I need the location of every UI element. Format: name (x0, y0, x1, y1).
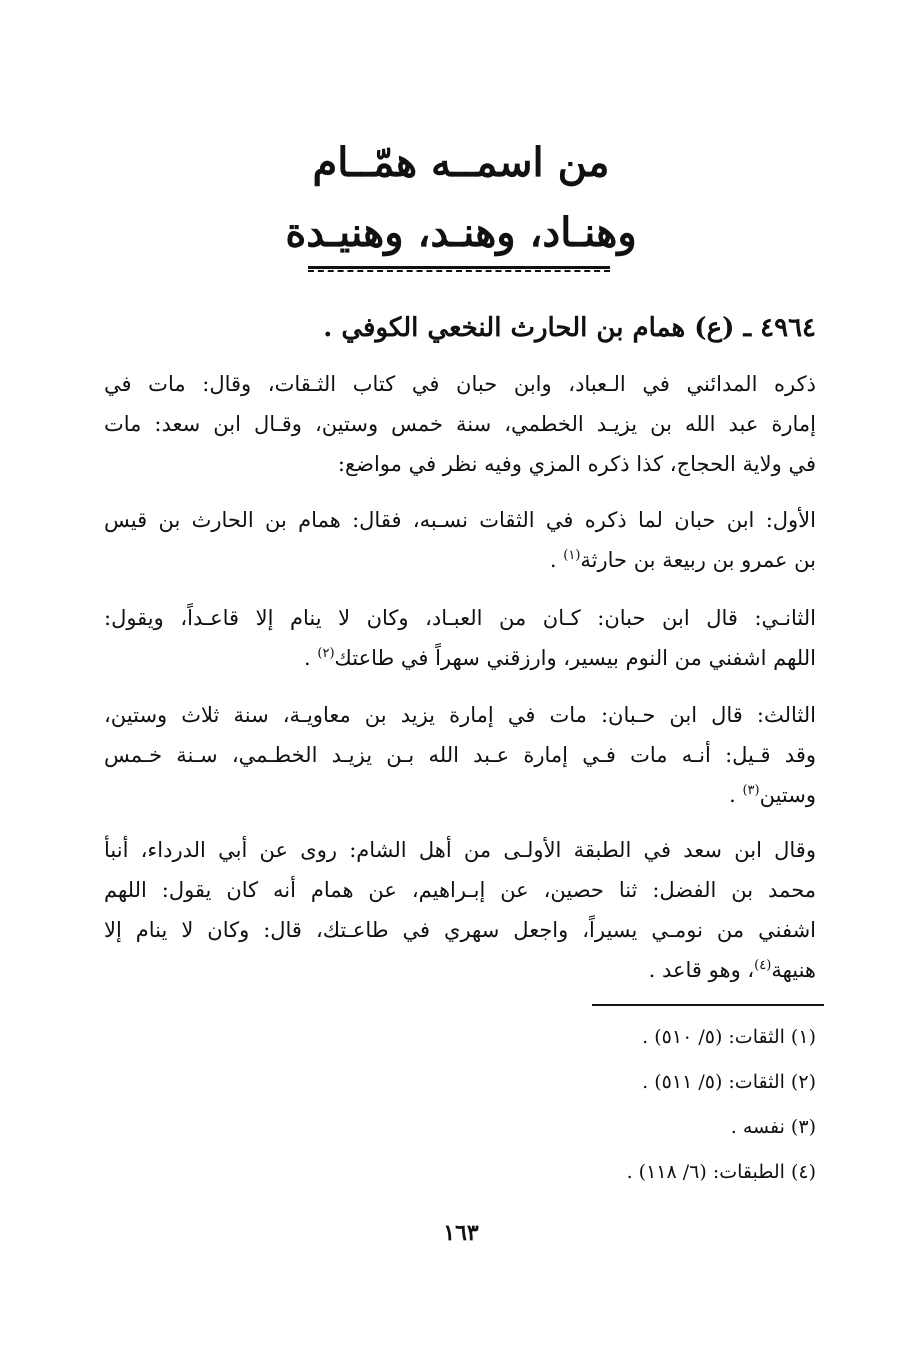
text-line: ذكره المدائني في الـعباد، وابن حبان في كتاب الثـقات، وقال: مات في (104, 372, 816, 396)
heading-divider (308, 266, 610, 272)
text-line: اشفني من نومـي يسيراً، واجعل سهري في طاعـتك، قال: وكان لا ينام إلا (104, 918, 816, 942)
line-tail: ، وهو قاعد . (648, 958, 755, 982)
chapter-heading: من اسمــه همّــام (312, 139, 610, 186)
text-line: وستين (759, 783, 816, 807)
line-tail: . (549, 548, 564, 572)
paragraph-2 (104, 500, 816, 580)
footnote-ref[interactable]: (١) (563, 548, 581, 563)
footnote-ref[interactable]: (٢) (317, 646, 335, 661)
chapter-subheading: وهنـاد، وهنـد، وهنيـدة (285, 209, 637, 256)
footnote-2: (٢) الثقات: (٥/ ٥١١) . (642, 1071, 816, 1093)
text-line-with-note (104, 638, 816, 678)
paragraph-5 (104, 830, 816, 990)
page-number: ١٦٣ (443, 1220, 479, 1246)
line-tail: . (729, 783, 743, 807)
footnote-divider (592, 1004, 824, 1006)
text-line: الثانـي: قال ابن حبان: كـان من العبـاد، وكان لا ينام إلا قاعـداً، ويقول: (104, 606, 816, 630)
text-line: وقد قـيل: أنـه مات فـي إمارة عـبد الله بـن يزيـد الخطـمي، سـنة خـمس (104, 743, 816, 767)
footnote-ref[interactable]: (٣) (742, 783, 760, 798)
line-tail: . (304, 646, 318, 670)
text-line: هنيهة (771, 958, 816, 982)
text-line-with-note (104, 775, 816, 815)
text-line-with-note (104, 950, 816, 990)
footnote-ref[interactable]: (٤) (754, 958, 772, 973)
text-line: محمد بن الفضل: ثنا حصين، عن إبـراهيم، عن همام أنه كان يقول: اللهم (104, 878, 816, 902)
text-line: الأول: ابن حبان لما ذكره في الثقات نسـبه، فقال: همام بن الحارث بن قيس (104, 508, 816, 532)
text-line: وقال ابن سعد في الطبقة الأولـى من أهل الشام: روى عن أبي الدرداء، أنبأ (104, 838, 816, 862)
entry-title: ٤٩٦٤ ـ (ع) همام بن الحارث النخعي الكوفي . (323, 313, 816, 343)
footnote-3: (٣) نفسه . (730, 1116, 816, 1138)
text-line: إمارة عبد الله بن يزيـد الخطمي، سنة خمس وستين، وقـال ابن سعد: مات (104, 412, 816, 436)
footnote-1: (١) الثقات: (٥/ ٥١٠) . (642, 1026, 816, 1048)
paragraph-1 (104, 364, 816, 484)
paragraph-4 (104, 695, 816, 815)
text-line-with-note (104, 540, 816, 580)
text-line: في ولاية الحجاج، كذا ذكره المزي وفيه نظر في مواضع: (337, 452, 816, 476)
paragraph-3 (104, 598, 816, 678)
footnote-4: (٤) الطبقات: (٦/ ١١٨) . (626, 1161, 816, 1183)
text-line: اللهم اشفني من النوم بيسير، وارزقني سهراً في طاعتك (334, 646, 816, 670)
text-line: بن عمرو بن ربيعة بن حارثة (580, 548, 816, 572)
text-line: الثالث: قال ابن حـبان: مات في إمارة يزيد بن معاويـة، سنة ثلاث وستين، (104, 703, 816, 727)
